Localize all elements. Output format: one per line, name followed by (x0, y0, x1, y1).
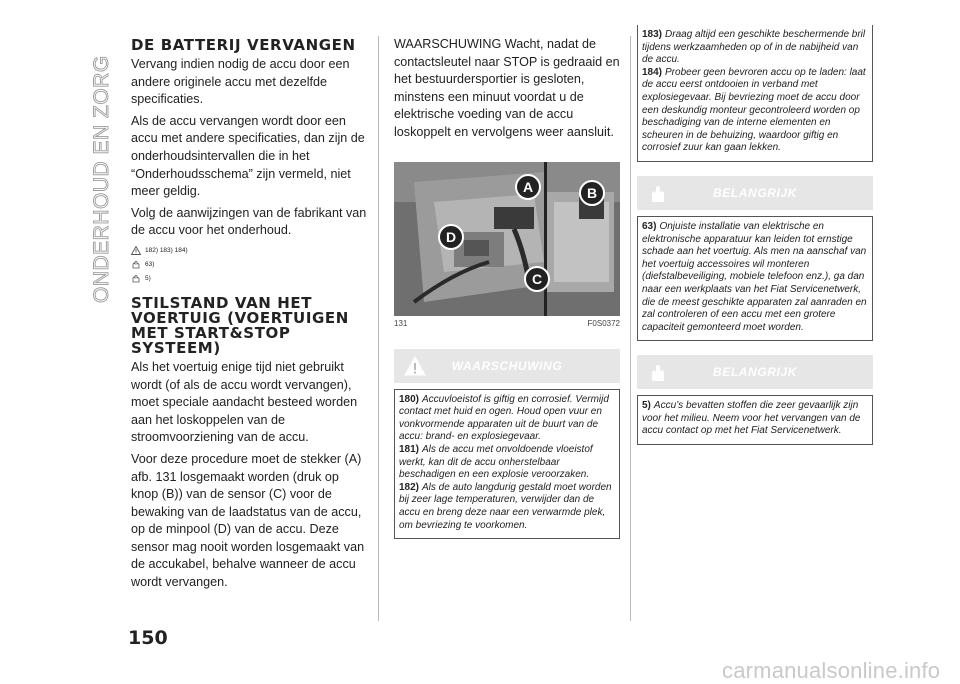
important-number: 5) (642, 400, 651, 412)
page-number: 150 (128, 627, 168, 649)
warning-number: 180) (399, 393, 420, 405)
warning-item (642, 67, 868, 155)
environment-reference (131, 272, 367, 285)
important-box (637, 395, 873, 445)
warning-item (399, 394, 615, 444)
heading-vehicle-storage: STILSTAND VAN HET VOERTUIG (VOERTUIGEN MET START&STOP SYSTEEM) (131, 293, 349, 357)
reference-numbers: 5) (145, 274, 151, 282)
column-divider (630, 36, 631, 621)
figure-caption (394, 319, 620, 328)
important-text: Accu’s bevatten stoffen die zeer gevaarlijk zijn voor het milieu. Neem voor het vervangen van de accu contact op met het Fiat Servicenetwerk. (642, 400, 861, 437)
callout-d: D (438, 224, 464, 250)
important-box (637, 216, 873, 341)
reference-numbers: 182) 183) 184) (145, 246, 188, 254)
paragraph: Voor deze procedure moet de stekker (A) afb. 131 losgemaakt worden (druk op knop (B)) van de sensor (C) voor de bewaking van de laadstatus van de accu, op de minpool (D) van de accu. Deze sensor mag nooit worden losgemaakt van de accukabel, behalve wanneer de accu wordt vervangen. (131, 451, 365, 590)
callout-a: A (515, 174, 541, 200)
important-title: BELANGRIJK (712, 185, 797, 200)
important-banner (637, 176, 873, 210)
callout-c: C (524, 266, 550, 292)
heading-battery-replace: DE BATTERIJ VERVANGEN (131, 36, 356, 54)
paragraph: WAARSCHUWING Wacht, nadat de contactsleutel naar STOP is gedraaid en het bestuurdersportier is gesloten, minstens een minuut voordat u de elektrische voeding van de accu loskoppelt en vervolgens weer aansluit. (394, 37, 620, 139)
important-text: Onjuiste installatie van elektrische en elektronische apparatuur kan leiden tot ernstige schade aan het voertuig. Als men na aanschaf van het voertuig accessoires wil monteren (diefstalbeveiliging, mobiele telefoon enz.), ga dan naar een werkplaats van het Fiat Servicenetwerk, die de meest geschikte apparaten zal aanraden en zal controleren of een accu met een grotere capaciteit gemonteerd moet worden. (642, 220, 867, 333)
paragraph: Als het voertuig enige tijd niet gebruikt wordt (of als de accu wordt vervangen), moet speciale aandacht besteed worden aan het loskoppelen van de stroomvoorziening van de accu. (131, 359, 358, 445)
paragraph: Als de accu vervangen wordt door een accu met andere specificaties, dan zijn de onderhoudsintervallen die in het “Onderhoudsschema” zijn vermeld, niet meer geldig. (131, 113, 365, 199)
important-number: 63) (642, 220, 657, 232)
column-middle (394, 36, 620, 539)
column-left (131, 36, 367, 596)
warning-number: 182) (399, 481, 420, 493)
warning-item (642, 29, 868, 67)
chapter-title: ONDERHOUD EN ZORG (90, 55, 113, 303)
paragraph: Vervang indien nodig de accu door een andere originele accu met dezelfde specificaties. (131, 57, 350, 107)
warning-number: 181) (399, 443, 420, 455)
warning-triangle-icon (131, 246, 141, 255)
warning-reference (131, 244, 367, 257)
chapter-sidebar-label (86, 55, 116, 305)
hand-icon (131, 274, 141, 283)
watermark: carmanualsonline.info (722, 658, 941, 683)
warning-text: Accuvloeistof is giftig en corrosief. Vermijd contact met huid en ogen. Houd open vuur en vonkvormende apparaten uit de buurt van de accu: brand- en explosiegevaar. (399, 393, 609, 443)
figure-131-battery-sensor (394, 162, 620, 316)
warning-box (394, 389, 620, 540)
warning-item (399, 444, 615, 482)
warning-title: WAARSCHUWING (451, 358, 563, 373)
warning-text: Draag altijd een geschikte beschermende bril tijdens werkzaamheden op of in de nabijheid van de accu. (642, 29, 866, 66)
warning-item (399, 482, 615, 532)
warning-number: 184) (642, 66, 663, 78)
warning-box-continued (637, 25, 873, 162)
warning-number: 183) (642, 29, 663, 40)
reference-numbers: 63) (145, 260, 155, 268)
important-reference (131, 258, 367, 271)
figure-code: F0S0372 (587, 318, 620, 328)
warning-banner (394, 349, 620, 383)
callout-b: B (579, 180, 605, 206)
warning-text: Als de accu met onvoldoende vloeistof werkt, kan dit de accu onherstelbaar beschadigen en een explosie veroorzaken. (399, 443, 593, 481)
column-right (637, 25, 873, 445)
important-title: BELANGRIJK (712, 365, 797, 380)
warning-text: Als de auto langdurig gestald moet worden bij zeer lage temperaturen, verwijder dan de accu en breng deze naar een verwarmde plek, om bevriezing te voorkomen. (399, 481, 612, 531)
important-item (642, 400, 868, 438)
warning-text: Probeer geen bevroren accu op te laden: laat de accu eerst ontdooien in verband met explosiegevaar. Bij bevriezing moet de accu door een deskundig monteur gecontroleerd worden op beschadiging van de interne elementen en scheuren in de behuizing, waardoor giftig en corrosief zuur kan gaan lekken. (642, 66, 866, 154)
figure-number: 131 (394, 318, 408, 328)
hand-icon (131, 260, 141, 269)
column-divider (378, 36, 379, 621)
important-item (642, 221, 868, 334)
paragraph: Volg de aanwijzingen van de fabrikant van de accu voor het onderhoud. (131, 205, 367, 238)
important-banner (637, 355, 873, 389)
